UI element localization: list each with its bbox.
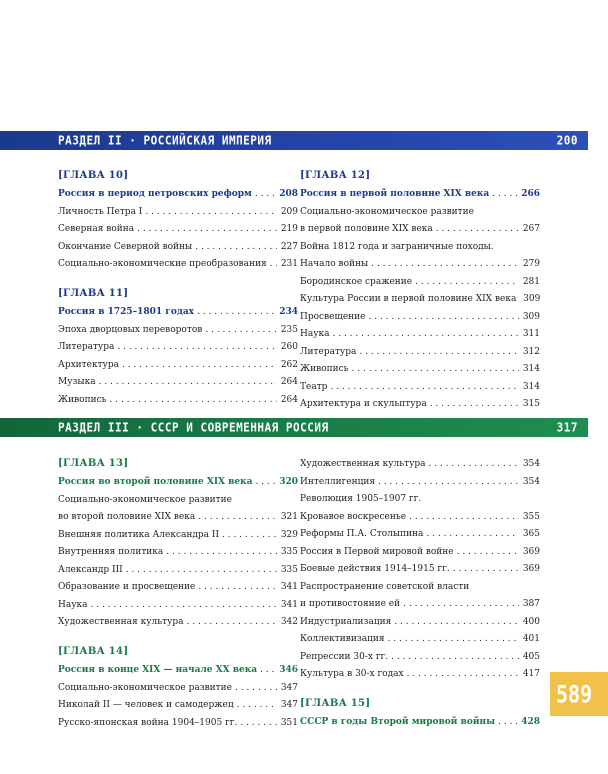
toc-entry[interactable] [300,221,540,237]
toc-entry-title: Социально-экономические преобразования [58,259,267,269]
toc-entry-page: 354 [522,459,540,469]
toc-entry[interactable] [58,322,298,338]
chapter-13-header: [ГЛАВА 13] [58,458,129,469]
toc-entry-title: Социально-экономическое развитие [58,682,232,693]
toc-entry-page: 346 [279,665,298,675]
toc-entry-title: Внутренняя политика [58,547,164,557]
toc-leader-dots [429,456,519,472]
toc-entry[interactable] [58,579,298,595]
toc-entry-title: Начало войны [300,259,369,269]
toc-entry[interactable] [58,492,298,508]
toc-entry-page: 219 [280,224,298,234]
toc-entry[interactable] [300,274,540,290]
toc-entry-page: 341 [280,582,298,592]
toc-entry-title: Северная война [58,224,135,234]
toc-entry-title: Индустриализация [300,616,392,627]
toc-entry-page: 235 [280,324,298,335]
toc-leader-dots [333,326,519,342]
toc-entry-title: Война 1812 года и заграничные походы. [300,241,494,252]
toc-leader-dots [198,509,277,525]
toc-entry-title: Реформы П.А. Столыпина [300,529,424,539]
toc-entry-title: Музыка [58,377,96,387]
toc-entry-page: 387 [522,599,540,609]
toc-leader-dots [222,527,277,543]
toc-entry-title: Социально-экономическое развитие [300,206,474,217]
toc-entry[interactable] [300,579,540,595]
toc-leader-dots [359,344,519,360]
chapter-10 [58,168,298,272]
toc-entry-title: Боевые действия 1914–1915 гг. [300,564,450,574]
toc-leader-dots [145,204,277,220]
toc-entry-title: Наука [300,329,330,339]
toc-leader-dots [122,357,277,373]
toc-entry-title: Наука [58,599,88,610]
toc-leader-dots [368,309,519,325]
chapter-12-header: [ГЛАВА 12] [300,170,371,181]
toc-entry[interactable] [300,614,540,630]
toc-leader-dots [195,239,277,255]
toc-entry-title: Внешняя политика Александра II [58,529,220,540]
toc-entry[interactable] [58,662,298,678]
section-3-page: 317 [556,420,578,435]
toc-entry-title: Русско-японская война 1904–1905 гг. [58,717,238,728]
toc-entry-title: в первой половине XIX века [300,224,433,234]
toc-entry-page: 369 [522,564,540,574]
toc-entry-page: 227 [280,241,298,252]
toc-entry-page: 267 [522,224,540,234]
toc-entry[interactable] [300,186,540,202]
toc-leader-dots [391,649,519,665]
toc-leader-dots [240,715,277,731]
toc-entry-title: Культура в 30-х годах [300,669,404,679]
toc-entry-page: 401 [522,634,540,644]
toc-entry-page: 266 [521,189,540,199]
toc-entry-title: Литература [58,342,115,352]
toc-column-right-s3 [300,456,540,744]
toc-leader-dots [237,697,277,713]
chapter-15 [300,696,540,730]
toc-leader-dots [498,714,518,730]
chapter-11-header: [ГЛАВА 11] [58,288,129,299]
toc-leader-dots [255,474,276,490]
toc-leader-dots [436,221,519,237]
toc-entry[interactable] [58,715,298,731]
toc-leader-dots [270,256,277,272]
toc-entry-page: 209 [280,206,298,217]
chapter-11-list [58,304,298,408]
toc-leader-dots [117,339,277,355]
section-2-title: РАЗДЕЛ II · РОССИЙСКАЯ ИМПЕРИЯ [58,133,272,148]
toc-entry[interactable] [58,474,298,490]
toc-entry[interactable] [58,544,298,560]
chapter-14-continued [300,456,540,682]
toc-entry-page: 428 [521,717,540,727]
chapter-13 [58,456,298,630]
toc-entry-title: Николай II — человек и самодержец [58,700,234,710]
toc-entry-title: СССР в годы Второй мировой войны [300,717,496,727]
toc-entry-title: Живопись [58,394,107,405]
toc-entry-page: 312 [522,346,540,357]
toc-leader-dots [415,274,519,290]
toc-leader-dots [371,256,519,272]
toc-entry[interactable] [58,221,298,237]
toc-entry-page: 341 [280,599,298,610]
toc-entry-title: во второй половине XIX века [58,512,196,522]
section-3-title: РАЗДЕЛ III · СССР И СОВРЕМЕННАЯ РОССИЯ [58,420,329,435]
toc-entry-page: 281 [522,276,540,287]
toc-entry[interactable] [58,509,298,525]
toc-entry-page: 234 [279,307,298,317]
toc-leader-dots [205,322,277,338]
page-number-tab [550,672,608,716]
toc-leader-dots [403,596,519,612]
toc-entry[interactable] [58,304,298,320]
toc-entry[interactable] [300,456,540,472]
toc-entry-title: и противостояние ей [300,599,401,609]
toc-entry[interactable] [58,680,298,696]
chapter-11 [58,286,298,408]
toc-entry-page: 400 [522,616,540,627]
toc-entry-page: 329 [280,529,298,540]
toc-entry[interactable] [300,666,540,682]
toc-entry-title: Окончание Северной войны [58,241,193,252]
toc-entry-title: Художественная культура [300,459,426,469]
toc-entry[interactable] [58,256,298,272]
toc-entry-title: Кровавое воскресенье [300,511,407,522]
toc-entry[interactable] [300,649,540,665]
toc-entry[interactable] [300,714,540,730]
chapter-14-header: [ГЛАВА 14] [58,646,129,657]
toc-leader-dots [110,392,277,408]
toc-leader-dots [137,221,277,237]
toc-entry[interactable] [300,361,540,377]
toc-entry-title: Художественная культура [58,617,184,627]
toc-entry[interactable] [300,326,540,342]
toc-leader-dots [378,474,519,490]
toc-entry[interactable] [300,491,540,507]
toc-entry[interactable] [58,562,298,578]
toc-entry-title: Россия во второй половине XIX века [58,477,253,487]
toc-entry-page: 335 [280,564,298,575]
toc-entry-page: 231 [280,259,298,269]
toc-entry-page: 314 [522,381,540,392]
toc-entry[interactable] [300,544,540,560]
toc-entry-title: Живопись [300,364,349,374]
toc-leader-dots [166,544,277,560]
toc-entry[interactable] [300,396,540,412]
toc-entry-title: Коллективизация [300,634,385,644]
toc-entry-page: 315 [522,399,540,409]
section-2-band [0,131,588,150]
toc-entry-page: 208 [279,189,298,199]
toc-entry[interactable] [58,614,298,630]
toc-entry-page: 311 [522,329,540,339]
chapter-14-continued-list [300,456,540,682]
toc-entry[interactable] [58,339,298,355]
toc-column-right-s2 [300,168,540,426]
toc-entry-page: 321 [280,512,298,522]
toc-entry-title: Россия в первой половине XIX века [300,189,490,199]
chapter-14 [58,644,298,731]
toc-entry[interactable] [300,509,540,525]
toc-entry-title: Архитектура [58,359,119,370]
chapter-10-header: [ГЛАВА 10] [58,170,129,181]
toc-entry[interactable] [300,344,540,360]
toc-entry-title: Репрессии 30-х гг. [300,651,389,662]
toc-entry-title: Эпоха дворцовых переворотов [58,324,203,335]
toc-entry-page: 355 [522,511,540,522]
toc-entry-page: 351 [280,717,298,728]
toc-leader-dots [235,680,277,696]
chapter-15-header: [ГЛАВА 15] [300,698,371,709]
toc-leader-dots [453,561,519,577]
toc-leader-dots [198,579,277,595]
toc-leader-dots [407,666,519,682]
toc-entry-title: Россия в конце XIX — начале XX века [58,665,258,675]
toc-entry-title: Александр III [58,564,123,575]
toc-entry-page: 342 [280,617,298,627]
toc-entry-title: Культура России в первой половине XIX века [300,294,517,304]
toc-entry-title: Интеллигенция [300,476,376,487]
toc-entry[interactable] [300,309,540,325]
toc-entry-title: Россия в 1725–1801 годах [58,307,195,317]
toc-entry[interactable] [300,596,540,612]
page-number: 589 [556,679,593,709]
toc-entry[interactable] [300,561,540,577]
toc-entry-title: Социально-экономическое развитие [58,494,232,505]
toc-entry[interactable] [58,597,298,613]
toc-entry-page: 309 [523,294,541,304]
toc-entry[interactable] [58,239,298,255]
toc-entry-title: Распространение советской власти [300,581,470,592]
toc-entry-title: Россия в Первой мировой войне [300,546,454,557]
toc-entry-title: Литература [300,346,357,357]
toc-entry-page: 262 [280,359,298,370]
toc-entry-page: 320 [279,477,298,487]
toc-column-left-s2 [58,168,298,422]
toc-entry-page: 264 [280,377,298,387]
toc-entry-page: 354 [522,476,540,487]
toc-entry-page: 335 [280,547,298,557]
toc-entry[interactable] [300,474,540,490]
toc-leader-dots [197,304,276,320]
toc-leader-dots [255,186,276,202]
toc-leader-dots [126,562,277,578]
toc-entry-page: 405 [522,651,540,662]
toc-entry[interactable] [58,374,298,390]
toc-entry-page: 365 [522,529,540,539]
toc-entry[interactable] [58,186,298,202]
toc-entry-title: Россия в период петровских реформ [58,189,252,199]
toc-entry-page: 264 [280,394,298,405]
toc-entry[interactable] [300,526,540,542]
toc-entry[interactable] [300,291,540,307]
toc-leader-dots [394,614,519,630]
toc-leader-dots [99,374,277,390]
toc-entry-title: Образование и просвещение [58,582,196,592]
toc-entry-title: Революция 1905–1907 гг. [300,494,422,504]
toc-leader-dots [91,597,277,613]
toc-entry-title: Театр [300,381,328,392]
section-3-band [0,418,588,437]
section-2-page: 200 [556,133,578,148]
toc-leader-dots [457,544,519,560]
toc-entry-page: 417 [522,669,540,679]
toc-leader-dots [388,631,519,647]
toc-entry[interactable] [300,204,540,220]
toc-entry-page: 369 [522,546,540,557]
toc-entry[interactable] [58,697,298,713]
toc-entry-title: Бородинское сражение [300,276,413,287]
chapter-13-list [58,474,298,630]
toc-entry-page: 309 [522,311,540,322]
chapter-12-list [300,186,540,412]
toc-leader-dots [352,361,519,377]
toc-leader-dots [187,614,277,630]
toc-leader-dots [430,396,519,412]
toc-entry-title: Личность Петра I [58,206,143,217]
toc-entry-title: Архитектура и скульптура [300,399,427,409]
toc-entry[interactable] [58,357,298,373]
toc-column-left-s3 [58,456,298,745]
chapter-15-list [300,714,540,730]
chapter-14-list [58,662,298,731]
toc-entry[interactable] [58,392,298,408]
toc-leader-dots [330,379,519,395]
toc-leader-dots [426,526,519,542]
toc-entry[interactable] [300,256,540,272]
toc-entry[interactable] [300,239,540,255]
toc-entry-page: 279 [522,259,540,269]
toc-entry-page: 314 [522,364,540,374]
toc-leader-dots [260,662,276,678]
toc-entry[interactable] [300,379,540,395]
chapter-10-list [58,186,298,272]
toc-entry[interactable] [300,631,540,647]
toc-entry-title: Просвещение [300,311,366,322]
toc-entry[interactable] [58,204,298,220]
toc-leader-dots [492,186,518,202]
toc-entry[interactable] [58,527,298,543]
chapter-12 [300,168,540,412]
toc-entry-page: 347 [280,700,298,710]
toc-leader-dots [409,509,519,525]
toc-entry-page: 260 [280,342,298,352]
toc-entry-page: 347 [280,682,298,693]
